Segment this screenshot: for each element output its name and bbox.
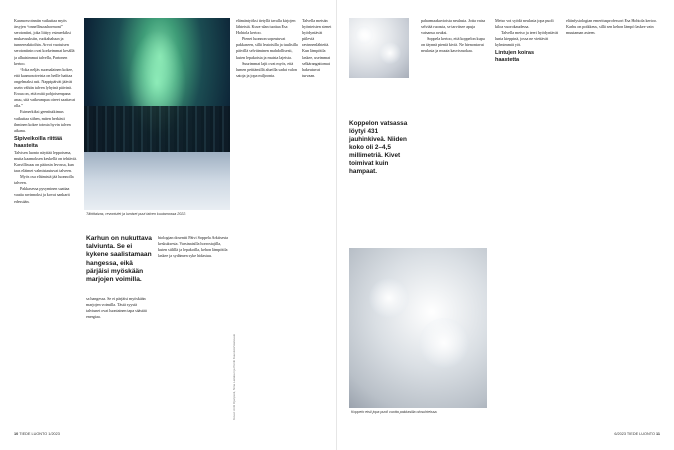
- snow-crystal: [355, 26, 373, 44]
- paragraph: Pienet luonnon sopeutuvat pakkaseen, sillä leutoisilla ja tuulisilla päivillä selviäminen mahdollisesti, kuten lepakoista ja muista lajeista.: [236, 36, 298, 60]
- left-column-3: [302, 18, 332, 424]
- paragraph: Talvella metsän hyönteisten sienet hyödyntävät piileviä ravinnenlähteitä. Kun lämpötila laskee, useimmat selkärangattomat hakeutuvat turvaan.: [302, 18, 332, 78]
- stone-highlight: [419, 318, 469, 368]
- aurora-photo: [84, 18, 230, 210]
- aurora-caption: Tähtitaivas, revontulet ja lumiset puut talven kuutamossa 2022.: [86, 212, 187, 216]
- section-heading: Lintujen koiras haastetta: [495, 50, 535, 64]
- paragraph: “Joka neljäs suomalainen kokee, että kaamosoireista on heille haittaa ongelmaksi asti. Nappipäivät jäävät usein vähiin talven lyhyinä päivinä. Eroaa on, että mitä pohjoisempana asuu, sitä vaikeampaa oireet saattavat olla.”: [14, 66, 76, 109]
- paragraph: Soppela kertoo, että koppelon kupu on täynnä pieniä kiviä. Ne hienontavat neulasia ja muuta kasvisruokaa.: [421, 36, 485, 54]
- forest-silhouette: [84, 106, 230, 156]
- paragraph: Suurimmat lajit ovat myös, että lumen peittämillä alueilla sadat valon satoja ja jopa miljoonia.: [236, 60, 297, 78]
- paragraph: paharmaakuvioista neulasia. Jotta vatsa selviää ruoasta, se tarvitsee apuja vatsansa avuksi.: [421, 18, 486, 36]
- paragraph: Metso voi syödä neulasia jopa puoli kiloa vuorokaudessa.: [495, 18, 554, 30]
- page-number: 10: [14, 432, 19, 436]
- stone-highlight: [369, 278, 409, 318]
- paragraph: Esimerkiksi geenitutkimus vaikuttaa siihen, miten herkästi ihminen kokee toimia hyvin talven aikana.: [14, 109, 71, 133]
- magazine-name: 6/2023 TIEDE LUONTO: [614, 432, 655, 436]
- left-column-bottom-1: [86, 296, 152, 426]
- pull-quote-bear: Karhun on nukuttava talviunta. Se ei kykene saalistamaan hangessa, eikä pärjäisi myöskään marjojen voimilla.: [86, 235, 152, 284]
- paragraph: biologian dosentti Päivi Soppela Arktisesta keskuksesta. Varsinaisilla horrostajilla, kuten siilillä ja lepakoilla, kehon lämpötila laskee ja sydämen syke hidastuu.: [158, 235, 228, 259]
- left-column-1: [14, 18, 78, 424]
- capercaillie-stones-photo: [349, 248, 487, 408]
- paragraph: Pakkasessa pysyminen saattaa vaatia ravinnoksi ja kovat sankarit edessään.: [14, 186, 70, 204]
- paragraph: sa hangessa. Se ei pärjäisi myöskään marjojen voimilla. Tästä syystä talviunet ovat luontainen tapa säästää energiaa.: [86, 296, 147, 320]
- paragraph: Kaamosvoinniin vaikuttaa myös ärsyjen “onnellisuushormoni” serotoniini, joka liittyy esimerkiksi mukavuuksiin, ruokahaluun ja tunnereaktioihin. Arvot vuotuisen serotoniinin ovat korkeimmat kesällä ja alhaisimmat talvella, Partonen kertoo.: [14, 18, 75, 66]
- photo-credit: Kuvat: Antti Ojanperä, Nina Laitakari ja Pentti Kuusisto/Vastavalo: [232, 333, 236, 420]
- paragraph: Talvisen luonto näyttää leppoisena, mutta kaamoksen keskellä on tehtäviä. Kasvillisuus on pääosin levossa, kun taas eläimet valmistautuvat talveen.: [14, 149, 77, 174]
- paragraph: Talvella metso ja teeri hyödyntävät lunta kieppinä, jossa ne viettävät kylmimmät yöt.: [495, 30, 559, 48]
- section-heading: Sipiveikoilla riittää haasteita: [14, 135, 63, 149]
- paragraph: elämäntyöksi tietyllä tavalla kirjojen lähteistä. Kuva-alan tuottaa Esa Hohtola kertoo.: [236, 18, 296, 36]
- right-column-3: [566, 18, 662, 424]
- left-column-2: [236, 18, 298, 424]
- gutter-divider: [336, 0, 337, 450]
- footer-right: [614, 432, 660, 436]
- right-column-1: [421, 18, 487, 240]
- page-number: 11: [655, 432, 660, 436]
- left-column-bottom-2: [158, 235, 230, 426]
- snow-ground: [84, 152, 230, 210]
- paragraph: eläinfysiologian emeritusprofessori Esa Hohtola kertoo. Karhu on poikkeus, sillä sen kehon lämpö laskee vain muutaman asteen.: [566, 18, 657, 36]
- paragraph: Myös osa eläimistä jää luonnolla talveen.: [14, 174, 74, 186]
- magazine-name: TIEDE LUONTO 1/2023: [19, 432, 60, 436]
- pull-quote-capercaillie: Koppelon vatsassa löytyi 431 jauhinkiveä. Niiden koko oli 2–4,5 millimetriä. Kivet toimivat kuin hampaat.: [349, 120, 408, 175]
- footer-left: [14, 432, 60, 436]
- stones-caption: Koppelo etsii jopa puoli vuotta pakkasilla olosuhteissa.: [351, 410, 438, 414]
- right-column-2: [495, 18, 559, 424]
- snow-closeup-photo: [349, 18, 409, 78]
- snow-crystal: [379, 42, 401, 64]
